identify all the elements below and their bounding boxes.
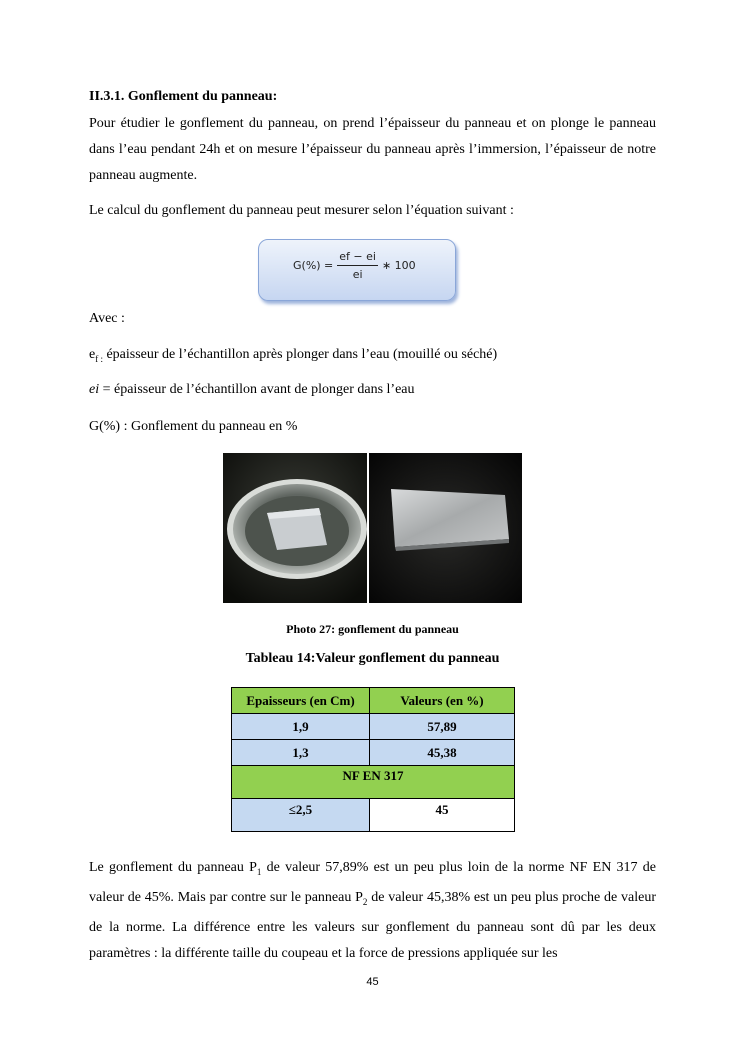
calc-sentence: Le calcul du gonflement du panneau peut mesurer selon l’équation suivant : <box>89 203 514 218</box>
photo-bowl-image <box>223 453 367 603</box>
formula-rhs: ∗ 100 <box>381 259 416 272</box>
conclusion-part-2: de valeur 57,89% est un peu plus loin de la norme NF EN 317 de valeur de 45%. Mais par contre sur le panneau P <box>89 860 656 905</box>
table-cell: ≤2,5 <box>232 799 370 832</box>
formula-box <box>258 239 456 301</box>
photo-panel-image <box>369 453 522 603</box>
intro-paragraph: Pour étudier le gonflement du panneau, on prend l’épaisseur du panneau et on plonge le panneau dans l’eau pendant 24h et on mesure l’épaisseur du panneau après l’immersion, l’épaisseur de notre panneau augmente. <box>89 116 656 183</box>
table-header-cell: Epaisseurs (en Cm) <box>232 688 370 714</box>
table-norm-values-row <box>232 799 515 832</box>
definition-ei <box>89 382 415 398</box>
conclusion-part-1: Le gonflement du panneau P <box>89 860 257 875</box>
conclusion-subscript-2: 2 <box>362 896 368 907</box>
table-cell: 1,9 <box>232 714 370 740</box>
table-cell: 45 <box>370 799 515 832</box>
formula-denominator: ei <box>352 268 363 281</box>
table-norm-row <box>232 766 515 799</box>
results-table <box>231 687 515 832</box>
table-title: Tableau 14:Valeur gonflement du panneau <box>245 651 500 666</box>
ef-subscript: f : <box>95 353 103 364</box>
norm-label-cell: NF EN 317 <box>232 766 515 799</box>
definition-ef <box>89 347 497 364</box>
avec-label: Avec : <box>89 311 125 326</box>
formula <box>293 250 416 281</box>
ef-text: épaisseur de l’échantillon après plonger dans l’eau (mouillé ou séché) <box>102 347 498 362</box>
section-heading: II.3.1. Gonflement du panneau: <box>89 89 278 104</box>
table-row <box>232 714 515 740</box>
ef-symbol: e <box>89 347 96 362</box>
conclusion-part-3: de valeur 45,38% est un peu plus proche de valeur de la norme. La différence entre les valeurs sur gonflement du panneau sont dû par les deux paramètres : la différente taille du coupeau et la force de pressions appliquée sur les <box>89 889 656 961</box>
ei-symbol: ei <box>89 382 100 397</box>
table-header-row <box>232 688 515 714</box>
table-cell: 57,89 <box>370 714 515 740</box>
page-number: 45 <box>366 976 379 988</box>
table-header-cell: Valeurs (en %) <box>370 688 515 714</box>
photo-pair <box>223 453 522 603</box>
formula-numerator: ef − ei <box>337 250 378 266</box>
table-cell: 45,38 <box>370 740 515 766</box>
table-cell: 1,3 <box>232 740 370 766</box>
photo-caption: Photo 27: gonflement du panneau <box>286 622 459 636</box>
ei-text: = épaisseur de l’échantillon avant de plonger dans l’eau <box>99 382 415 397</box>
formula-lhs: G(%) = <box>293 259 334 272</box>
conclusion-paragraph <box>89 855 656 967</box>
formula-fraction <box>337 250 378 281</box>
table-row <box>232 740 515 766</box>
definition-g: G(%) : Gonflement du panneau en % <box>89 419 298 434</box>
conclusion-subscript-1: 1 <box>256 866 262 877</box>
